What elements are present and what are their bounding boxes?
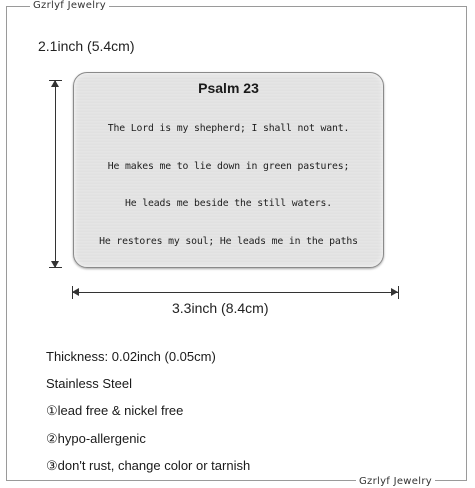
spec-lead-free: ①lead free & nickel free <box>46 403 184 418</box>
height-dimension-label: 2.1inch (5.4cm) <box>38 38 135 54</box>
width-dimension-line <box>72 292 398 293</box>
width-dimension-tick-right <box>398 286 399 299</box>
psalm-card <box>73 72 384 268</box>
width-dimension-label: 3.3inch (8.4cm) <box>172 300 269 316</box>
arrow-right-icon <box>391 288 398 296</box>
brand-watermark-bottom: Gzrlyf Jewelry <box>356 476 435 487</box>
verse-line: The Lord is my shepherd; I shall not want. <box>107 123 350 134</box>
height-dimension-line <box>55 80 56 268</box>
card-title: Psalm 23 <box>198 80 259 96</box>
brand-watermark-top: Gzrlyf Jewelry <box>30 0 109 11</box>
arrow-up-icon <box>51 80 59 87</box>
arrow-down-icon <box>51 261 59 268</box>
card-verse <box>74 98 383 268</box>
verse-line: He leads me beside the still waters. <box>125 198 332 209</box>
spec-hypo-allergenic: ②hypo-allergenic <box>46 431 146 446</box>
verse-line: He restores my soul; He leads me in the paths <box>99 235 358 247</box>
spec-material: Stainless Steel <box>46 376 132 391</box>
spec-no-rust: ③don't rust, change color or tarnish <box>46 458 251 473</box>
verse-line: He makes me to lie down in green pastures; <box>107 160 350 172</box>
arrow-left-icon <box>72 288 79 296</box>
spec-thickness: Thickness: 0.02inch (0.05cm) <box>46 349 216 364</box>
